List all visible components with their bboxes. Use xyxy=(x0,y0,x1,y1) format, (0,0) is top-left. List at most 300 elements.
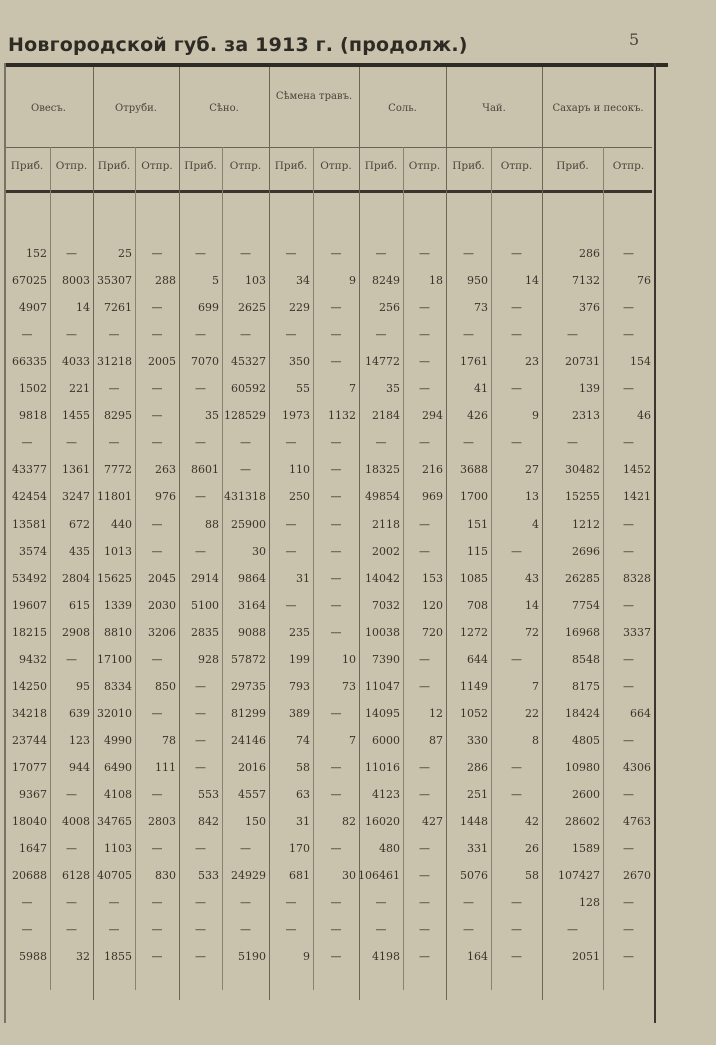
table-cell: — xyxy=(151,382,163,396)
table-cell: — xyxy=(419,760,430,774)
table-cell: 120 xyxy=(422,598,443,612)
table-cell: — xyxy=(285,544,297,558)
table-cell: 9818 xyxy=(19,409,47,423)
table-cell: 43377 xyxy=(12,463,47,477)
table-cell: 32 xyxy=(76,950,90,964)
table-cell: 23 xyxy=(525,355,539,369)
column-subheader: Приб. xyxy=(364,160,398,172)
table-cell: — xyxy=(623,652,634,666)
table-cell: 20688 xyxy=(12,869,47,883)
table-cell: 14772 xyxy=(365,355,400,369)
table-cell: 10038 xyxy=(365,625,400,639)
table-cell: 199 xyxy=(289,652,310,666)
table-cell: — xyxy=(330,517,342,531)
table-cell: 110 xyxy=(289,463,310,477)
table-cell: 24929 xyxy=(231,869,266,883)
table-cell: — xyxy=(419,679,430,693)
table-cell: 55 xyxy=(296,382,310,396)
table-cell: — xyxy=(623,598,634,612)
table-cell: — xyxy=(285,247,297,260)
column-subheader: Отпр. xyxy=(612,160,645,172)
table-cell: 139 xyxy=(579,382,600,396)
table-cell: — xyxy=(66,247,77,260)
table-cell: 34218 xyxy=(12,706,47,720)
table-cell: — xyxy=(195,706,206,720)
table-cell: — xyxy=(240,896,251,910)
table-right-border xyxy=(654,63,656,1023)
table-cell: 82 xyxy=(342,815,356,829)
table-cell: 11801 xyxy=(97,490,132,504)
table-cell: — xyxy=(285,923,297,937)
table-cell: — xyxy=(623,544,634,558)
table-cell: — xyxy=(108,436,120,450)
table-cell: — xyxy=(419,355,430,369)
table-cell: 14250 xyxy=(12,679,47,693)
table-cell: — xyxy=(419,842,430,856)
table-cell: — xyxy=(375,247,387,260)
table-cell: 95 xyxy=(76,679,90,693)
table-cell: 4805 xyxy=(572,733,600,747)
table-cell: — xyxy=(66,788,77,801)
table-cell: 10980 xyxy=(565,760,600,774)
group-header: Соль. xyxy=(388,103,417,114)
table-cell: — xyxy=(195,923,206,937)
table-cell: — xyxy=(330,571,342,585)
table-cell: 4990 xyxy=(104,733,132,747)
table-cell: 42 xyxy=(525,815,539,829)
table-cell: — xyxy=(195,679,206,693)
table-cell: — xyxy=(623,301,634,315)
table-cell: 1132 xyxy=(328,409,356,423)
column-divider xyxy=(603,147,604,990)
table-cell: — xyxy=(330,950,342,964)
table-cell: 944 xyxy=(69,760,90,774)
table-cell: — xyxy=(463,923,474,937)
table-cell: — xyxy=(623,788,634,801)
table-cell: 2696 xyxy=(572,544,600,558)
table-cell: 15255 xyxy=(565,490,600,504)
table-cell: 12 xyxy=(429,706,443,720)
table-cell: 107427 xyxy=(558,869,600,883)
table-cell: 720 xyxy=(422,625,443,639)
table-cell: 35307 xyxy=(97,274,132,288)
table-cell: — xyxy=(330,247,342,260)
table-cell: 3574 xyxy=(19,544,47,558)
table-cell: — xyxy=(151,409,163,423)
table-cell: — xyxy=(195,490,206,504)
table-cell: 235 xyxy=(289,625,310,639)
table-cell: 1448 xyxy=(460,815,488,829)
table-cell: — xyxy=(330,598,342,612)
table-cell: 7 xyxy=(349,733,356,747)
table-cell: — xyxy=(108,382,120,396)
table-cell: — xyxy=(330,760,342,774)
table-cell: — xyxy=(511,896,522,910)
table-cell: 7390 xyxy=(372,652,400,666)
table-cell: — xyxy=(151,842,163,856)
table-cell: — xyxy=(330,896,342,910)
table-cell: — xyxy=(623,679,634,693)
table-cell: 106461 xyxy=(358,869,400,883)
table-cell: 22 xyxy=(525,706,539,720)
table-cell: 19607 xyxy=(12,598,47,612)
table-cell: 4306 xyxy=(623,760,651,774)
group-header: Чай. xyxy=(482,103,506,114)
table-cell: 29735 xyxy=(231,679,266,693)
table-cell: — xyxy=(240,247,251,260)
table-cell: — xyxy=(285,328,297,342)
table-cell: 8601 xyxy=(191,463,219,477)
table-cell: — xyxy=(285,517,297,531)
table-cell: 842 xyxy=(198,815,219,829)
table-cell: 35 xyxy=(205,409,219,423)
table-cell: 4 xyxy=(532,517,539,531)
table-cell: 14 xyxy=(76,301,90,315)
table-cell: 3688 xyxy=(460,463,488,477)
table-cell: 2908 xyxy=(62,625,90,639)
table-cell: 8175 xyxy=(572,679,600,693)
column-divider xyxy=(269,67,270,1000)
table-cell: — xyxy=(419,923,430,937)
table-cell: 74 xyxy=(296,733,310,747)
table-cell: 2670 xyxy=(623,869,651,883)
table-cell: — xyxy=(195,436,206,450)
table-cell: 4123 xyxy=(372,788,400,801)
column-divider xyxy=(50,147,51,990)
table-cell: 40705 xyxy=(97,869,132,883)
table-cell: 1455 xyxy=(62,409,90,423)
table-cell: 331 xyxy=(467,842,488,856)
table-cell: — xyxy=(240,328,251,342)
table-cell: 426 xyxy=(467,409,488,423)
table-cell: — xyxy=(108,328,120,342)
column-subheader: Отпр. xyxy=(408,160,441,172)
table-cell: — xyxy=(330,923,342,937)
table-cell: 4108 xyxy=(104,788,132,801)
table-cell: 2005 xyxy=(148,355,176,369)
table-cell: 46 xyxy=(637,409,651,423)
group-header: Сахаръ и песокъ. xyxy=(552,103,644,114)
table-cell: — xyxy=(330,842,342,856)
table-cell: 11016 xyxy=(365,760,400,774)
table-cell: 128 xyxy=(579,896,600,910)
table-cell: — xyxy=(195,382,206,396)
table-cell: 30 xyxy=(252,544,266,558)
table-cell: 1212 xyxy=(572,517,600,531)
table-cell: 76 xyxy=(637,274,651,288)
table-cell: 5076 xyxy=(460,869,488,883)
table-cell: — xyxy=(66,652,77,666)
table-cell: 9864 xyxy=(238,571,266,585)
table-cell: 6000 xyxy=(372,733,400,747)
table-cell: 26 xyxy=(525,842,539,856)
top-rule xyxy=(4,63,668,67)
table-cell: 553 xyxy=(198,788,219,801)
table-cell: — xyxy=(108,923,120,937)
table-cell: 2045 xyxy=(148,571,176,585)
table-cell: — xyxy=(66,436,77,450)
table-cell: 1272 xyxy=(460,625,488,639)
table-cell: 31218 xyxy=(97,355,132,369)
table-cell: — xyxy=(151,247,163,260)
table-cell: — xyxy=(21,436,33,450)
table-cell: 2625 xyxy=(238,301,266,315)
table-cell: 67025 xyxy=(12,274,47,288)
table-cell: — xyxy=(330,490,342,504)
table-cell: — xyxy=(66,328,77,342)
table-cell: 63 xyxy=(296,788,310,801)
table-cell: 1085 xyxy=(460,571,488,585)
table-cell: 31 xyxy=(296,571,310,585)
table-cell: 4033 xyxy=(62,355,90,369)
table-cell: 10 xyxy=(342,652,356,666)
table-cell: — xyxy=(511,301,522,315)
table-cell: — xyxy=(66,842,77,856)
table-cell: 103 xyxy=(245,274,266,288)
table-cell: 1339 xyxy=(104,598,132,612)
table-cell: 2002 xyxy=(372,544,400,558)
table-cell: 25 xyxy=(118,247,132,260)
table-cell: 435 xyxy=(69,544,90,558)
table-cell: — xyxy=(511,328,522,342)
table-cell: 615 xyxy=(69,598,90,612)
table-cell: — xyxy=(623,382,634,396)
table-cell: 1452 xyxy=(623,463,651,477)
table-cell: 128529 xyxy=(224,409,266,423)
table-cell: 7 xyxy=(349,382,356,396)
table-cell: — xyxy=(330,625,342,639)
table-cell: — xyxy=(240,842,251,856)
table-cell: 9 xyxy=(532,409,539,423)
table-cell: — xyxy=(151,923,163,937)
table-cell: — xyxy=(195,328,206,342)
table-cell: 4763 xyxy=(623,815,651,829)
table-cell: — xyxy=(195,733,206,747)
table-cell: 8334 xyxy=(104,679,132,693)
table-cell: 229 xyxy=(289,301,310,315)
table-cell: 34765 xyxy=(97,815,132,829)
table-cell: 5190 xyxy=(238,950,266,964)
table-cell: — xyxy=(195,247,206,260)
table-cell: 3247 xyxy=(62,490,90,504)
table-cell: 3337 xyxy=(623,625,651,639)
table-cell: — xyxy=(66,896,77,910)
table-cell: 4907 xyxy=(19,301,47,315)
page-number: 5 xyxy=(629,30,640,49)
table-cell: — xyxy=(151,544,163,558)
table-cell: — xyxy=(419,328,430,342)
table-cell: 350 xyxy=(289,355,310,369)
table-cell: — xyxy=(285,896,297,910)
table-cell: 1013 xyxy=(104,544,132,558)
table-cell: 58 xyxy=(296,760,310,774)
table-cell: 4557 xyxy=(238,788,266,801)
group-header: Отруби. xyxy=(115,103,157,114)
table-cell: — xyxy=(419,896,430,910)
table-cell: 23744 xyxy=(12,733,47,747)
table-cell: 1361 xyxy=(62,463,90,477)
table-cell: 5988 xyxy=(19,950,47,964)
table-cell: 14095 xyxy=(365,706,400,720)
table-cell: 35 xyxy=(386,382,400,396)
table-cell: — xyxy=(195,896,206,910)
table-cell: 8249 xyxy=(372,274,400,288)
table-cell: 2835 xyxy=(191,625,219,639)
table-cell: 533 xyxy=(198,869,219,883)
table-cell: 1502 xyxy=(19,382,47,396)
table-cell: — xyxy=(330,463,342,477)
table-cell: — xyxy=(195,760,206,774)
table-cell: 30 xyxy=(342,869,356,883)
table-cell: — xyxy=(151,950,163,964)
column-divider xyxy=(446,67,447,1000)
table-cell: 2600 xyxy=(572,788,600,801)
table-cell: 1973 xyxy=(282,409,310,423)
table-cell: — xyxy=(511,652,522,666)
table-cell: 294 xyxy=(422,409,443,423)
table-cell: — xyxy=(195,950,206,964)
table-cell: 639 xyxy=(69,706,90,720)
table-cell: 644 xyxy=(467,652,488,666)
table-cell: 8 xyxy=(532,733,539,747)
table-cell: 170 xyxy=(289,842,310,856)
table-cell: 72 xyxy=(525,625,539,639)
table-cell: — xyxy=(151,788,163,801)
table-cell: 250 xyxy=(289,490,310,504)
column-divider xyxy=(403,147,404,990)
column-subheader: Приб. xyxy=(452,160,485,172)
table-cell: 14 xyxy=(525,274,539,288)
table-cell: 7 xyxy=(532,679,539,693)
table-cell: 1149 xyxy=(460,679,488,693)
table-cell: 2030 xyxy=(148,598,176,612)
table-cell: — xyxy=(151,301,163,315)
column-divider xyxy=(542,67,543,1000)
table-cell: 2803 xyxy=(148,815,176,829)
table-cell: 13581 xyxy=(12,517,47,531)
table-cell: — xyxy=(511,247,522,260)
table-cell: — xyxy=(21,923,33,937)
table-cell: 4198 xyxy=(372,950,400,964)
table-cell: 28602 xyxy=(565,815,600,829)
table-cell: 9 xyxy=(303,950,310,964)
table-cell: — xyxy=(463,436,474,450)
table-cell: 1103 xyxy=(104,842,132,856)
table-cell: 1761 xyxy=(460,355,488,369)
table-cell: 2016 xyxy=(238,760,266,774)
table-cell: 13 xyxy=(525,490,539,504)
table-cell: 25900 xyxy=(231,517,266,531)
table-cell: 288 xyxy=(155,274,176,288)
table-cell: 7032 xyxy=(372,598,400,612)
table-cell: 950 xyxy=(467,274,488,288)
table-cell: 73 xyxy=(474,301,488,315)
table-cell: 681 xyxy=(289,869,310,883)
table-cell: — xyxy=(240,436,251,450)
table-cell: 664 xyxy=(630,706,651,720)
column-subheader: Отпр. xyxy=(55,160,88,172)
table-cell: 969 xyxy=(422,490,443,504)
table-cell: — xyxy=(108,896,120,910)
table-cell: 9432 xyxy=(19,652,47,666)
column-subheader: Отпр. xyxy=(500,160,533,172)
table-cell: 330 xyxy=(467,733,488,747)
table-cell: 1855 xyxy=(104,950,132,964)
column-divider xyxy=(359,67,360,1000)
table-cell: 1421 xyxy=(623,490,651,504)
table-cell: — xyxy=(151,328,163,342)
table-cell: 431318 xyxy=(224,490,266,504)
table-cell: 8003 xyxy=(62,274,90,288)
table-cell: 53492 xyxy=(12,571,47,585)
table-cell: — xyxy=(330,436,342,450)
table-cell: 9088 xyxy=(238,625,266,639)
table-cell: 15625 xyxy=(97,571,132,585)
table-cell: — xyxy=(623,517,634,531)
table-cell: — xyxy=(511,788,522,801)
table-cell: — xyxy=(419,436,430,450)
table-cell: — xyxy=(330,301,342,315)
table-cell: 9 xyxy=(349,274,356,288)
table-cell: 18040 xyxy=(12,815,47,829)
group-header: Сѣмена травъ. xyxy=(275,91,353,102)
table-cell: 42454 xyxy=(12,490,47,504)
table-cell: 1647 xyxy=(19,842,47,856)
table-cell: — xyxy=(151,517,163,531)
table-cell: 60592 xyxy=(231,382,266,396)
table-cell: — xyxy=(195,842,206,856)
table-cell: — xyxy=(511,544,522,558)
column-divider xyxy=(135,147,136,990)
table-cell: 389 xyxy=(289,706,310,720)
table-cell: — xyxy=(151,652,163,666)
table-cell: — xyxy=(330,328,342,342)
table-cell: 928 xyxy=(198,652,219,666)
table-cell: 1052 xyxy=(460,706,488,720)
table-cell: 2804 xyxy=(62,571,90,585)
table-cell: 18215 xyxy=(12,625,47,639)
table-cell: — xyxy=(21,896,33,910)
table-cell: 8328 xyxy=(623,571,651,585)
table-cell: 7261 xyxy=(104,301,132,315)
table-cell: 699 xyxy=(198,301,219,315)
table-cell: — xyxy=(375,328,387,342)
table-cell: 150 xyxy=(245,815,266,829)
table-cell: 87 xyxy=(429,733,443,747)
column-subheader: Приб. xyxy=(184,160,217,172)
table-cell: 73 xyxy=(342,679,356,693)
table-cell: 115 xyxy=(467,544,488,558)
table-cell: — xyxy=(623,436,634,450)
table-cell: 20731 xyxy=(565,355,600,369)
column-subheader: Приб. xyxy=(10,160,44,172)
table-cell: — xyxy=(567,923,578,937)
table-cell: 31 xyxy=(296,815,310,829)
table-cell: — xyxy=(511,436,522,450)
table-cell: 2118 xyxy=(372,517,400,531)
table-cell: — xyxy=(330,355,342,369)
table-cell: — xyxy=(419,247,430,260)
table-cell: 34 xyxy=(296,274,310,288)
table-cell: 7132 xyxy=(572,274,600,288)
table-cell: 2914 xyxy=(191,571,219,585)
table-cell: 18424 xyxy=(565,706,600,720)
table-cell: 216 xyxy=(422,463,443,477)
table-cell: — xyxy=(151,896,163,910)
table-cell: 11047 xyxy=(365,679,400,693)
table-cell: 111 xyxy=(155,760,176,774)
table-cell: — xyxy=(151,706,163,720)
